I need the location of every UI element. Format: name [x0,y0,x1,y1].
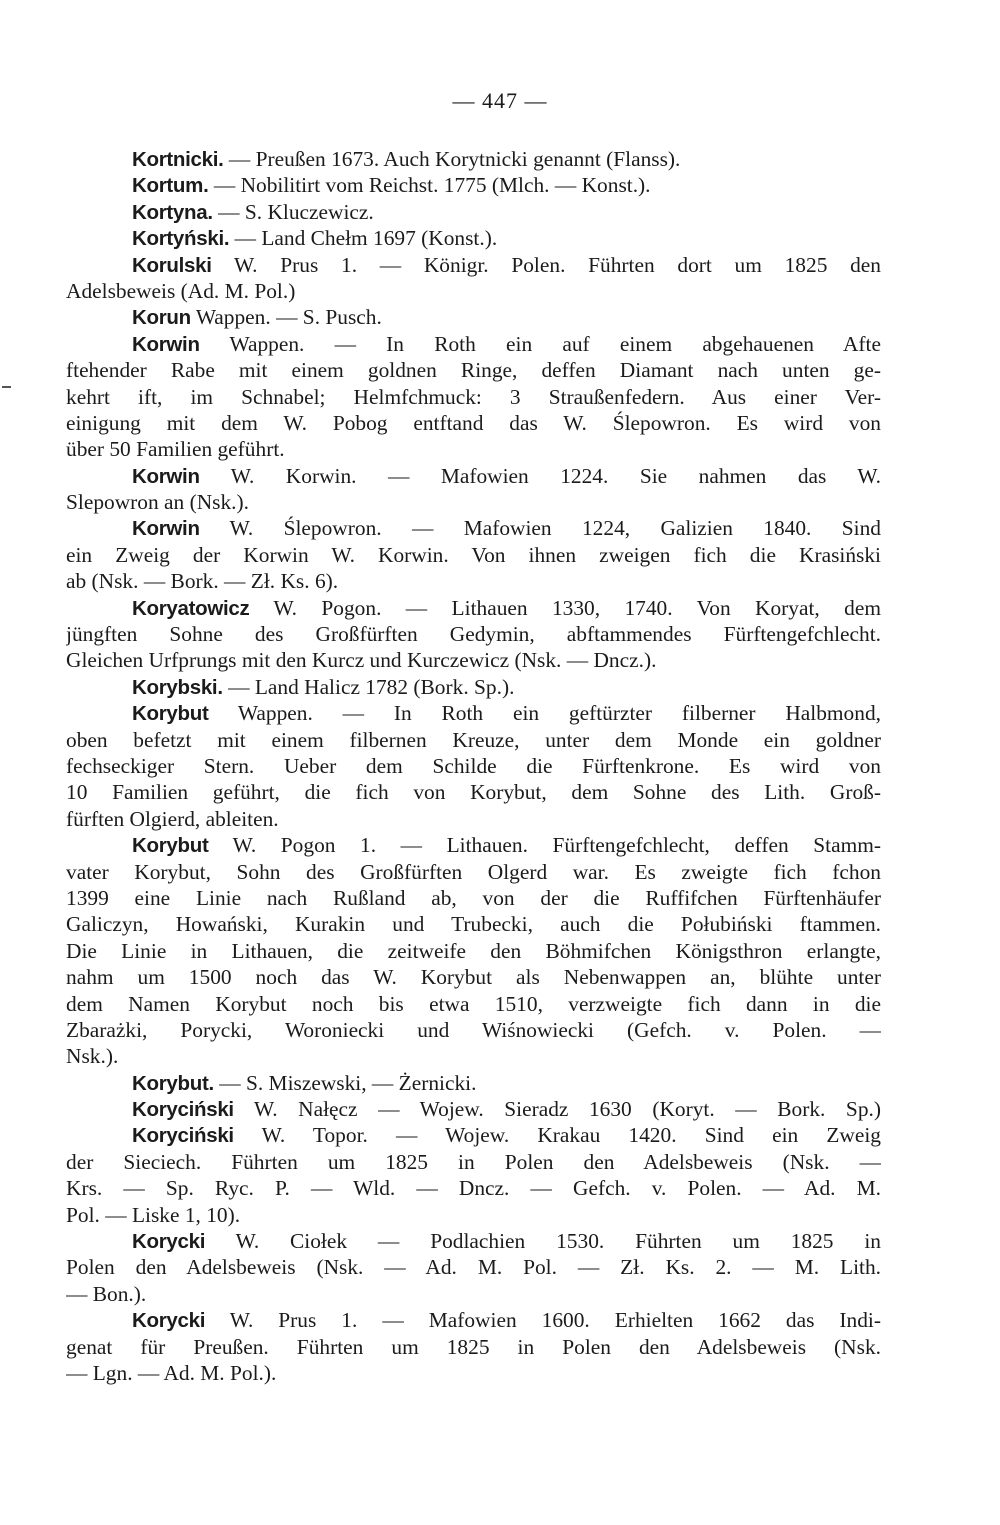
text-line [66,832,881,858]
entry-text: ein Zweig der Korwin W. Korwin. Von ihnen zweigen fich die Krasiński [66,542,881,567]
entry-headword: Korycki [132,1309,206,1333]
entry-headword: Korybut [132,702,209,726]
text-line [66,515,881,541]
text-line [66,1254,881,1280]
entry-headword: Korybut. [132,1071,214,1095]
text-line [66,1360,881,1386]
text-line [66,1202,881,1228]
entry-text: Gleichen Urfprungs mit den Kurcz und Kurczewicz (Nsk. — Dncz.). [66,648,657,673]
entry-text: 10 Familien geführt, die fich von Korybut, dem Sohne des Lith. Groß- [66,780,881,805]
text-line [66,1307,881,1333]
entry-text: der Sieciech. Führten um 1825 in Polen den Adelsbeweis (Nsk. — [66,1149,881,1174]
entry-text: einigung mit dem W. Pobog entftand das W. Ślepowron. Es wird von [66,410,881,435]
text-line [66,621,881,647]
entry-headword: Korybski. [132,675,223,699]
text-line [66,568,881,594]
entry-headword: Korwin [132,464,200,488]
text-line [66,278,881,304]
text-line [66,806,881,832]
entry-text: Zbarażki, Porycki, Woroniecki und Wiśnowiecki (Gefch. v. Polen. — [66,1017,881,1042]
entry-text: W. Pogon. — Lithauen 1330, 1740. Von Koryat, dem [249,595,881,620]
text-line [66,1122,881,1148]
text-line [66,991,881,1017]
entry-headword: Kortnicki. [132,148,224,171]
text-line [66,436,881,462]
entry-text: W. Ślepowron. — Mafowien 1224, Galizien 1840. Sind [199,516,881,541]
text-line [66,1017,881,1043]
text-line [66,410,881,436]
text-line [66,304,881,330]
entry-headword: Kortum. [132,174,209,198]
entry-text: W. Pogon 1. — Lithauen. Fürftengefchlecht, deffen Stamm- [208,833,881,858]
entry-text: Die Linie in Lithauen, die zeitweife den Böhmifchen Königsthron erlangte, [66,938,881,963]
entry-headword: Korwin [132,332,200,356]
entry-text: genat für Preußen. Führten um 1825 in Polen den Adelsbeweis (Nsk. [66,1334,881,1359]
entry-text: nahm um 1500 noch das W. Korybut als Nebenwappen an, blühte unter [66,965,881,990]
page-number: — 447 — [452,88,548,113]
entry-text: Adelsbeweis (Ad. M. Pol.) [66,278,296,303]
entry-text: W. Topor. — Wojew. Krakau 1420. Sind ein Zweig [233,1123,881,1148]
text-line [66,753,881,779]
entry-text: vater Korybut, Sohn des Großfürften Olgerd war. Es zweigte fich fchon [66,859,881,884]
entry-text: — Bon.). [66,1281,147,1306]
entry-text: W. Nałęcz — Wojew. Sieradz 1630 (Koryt. — Bork. Sp.) [233,1097,881,1122]
text-line [66,199,881,225]
entry-text: W. Ciołek — Podlachien 1530. Führten um 1825 in [205,1229,881,1254]
text-line [66,1070,881,1096]
text-line [66,1043,881,1069]
text-line [66,357,881,383]
entry-text: — Preußen 1673. Auch Korytnicki genannt (Flanss). [223,147,681,171]
text-line [66,1228,881,1254]
entry-text: jüngften Sohne des Großfürften Gedymin, abftammendes Fürftengefchlecht. [66,622,881,647]
text-line [66,331,881,357]
entry-text: — S. Kluczewicz. [212,199,374,224]
entry-headword: Korwin [132,517,200,541]
text-line [66,885,881,911]
entry-headword: Korun [132,306,191,330]
margin-mark [2,386,11,388]
text-line [66,225,881,251]
text-line [66,1149,881,1175]
text-line [66,1175,881,1201]
entry-text: — Land Chełm 1697 (Konst.). [229,226,498,251]
entry-text: — Land Halicz 1782 (Bork. Sp.). [222,674,515,699]
entry-text: W. Prus 1. — Königr. Polen. Führten dort um 1825 den [211,252,881,277]
entry-text: — Lgn. — Ad. M. Pol.). [66,1360,277,1385]
entry-text: fürften Olgierd, ableiten. [66,806,279,831]
entry-text: ftehender Rabe mit einem goldnen Ringe, deffen Diamant nach unten ge- [66,358,881,383]
entry-headword: Koryciński [132,1098,234,1122]
text-line [66,595,881,621]
entry-text: dem Namen Korybut noch bis etwa 1510, verzweigte fich dann in die [66,991,881,1016]
text-line [66,1281,881,1307]
entry-text: Wappen. — In Roth ein geftürzter filberner Halbmond, [208,701,881,726]
entry-text: 1399 eine Linie nach Rußland ab, von der die Ruffifchen Fürftenhäufer [66,885,881,910]
text-line [66,674,881,700]
entry-text: Nsk.). [66,1044,119,1069]
text-line [66,859,881,885]
entry-text: kehrt ift, im Schnabel; Helmfchmuck: 3 Straußenfedern. Aus einer Ver- [66,384,881,409]
text-line [66,146,881,172]
entry-text: Wappen. — In Roth ein auf einem abgehauenen Afte [199,331,881,356]
text-line [66,647,881,673]
text-line [66,172,881,198]
entry-headword: Kortyński. [132,227,230,251]
entry-headword: Korulski [132,253,212,277]
entry-text: — Nobilitirt vom Reichst. 1775 (Mlch. — Konst.). [208,173,651,198]
entry-text: Galiczyn, Howański, Kurakin und Trubecki, auch die Połubiński ftammen. [66,912,881,937]
entry-text: Slepowron an (Nsk.). [66,490,249,515]
text-line [66,700,881,726]
entry-text: W. Korwin. — Mafowien 1224. Sie nahmen das W. [199,463,881,488]
text-line [66,463,881,489]
entry-headword: Kortyna. [132,200,213,224]
entry-text: oben befetzt mit einem filbernen Kreuze, unter dem Monde ein goldner [66,727,881,752]
text-line [66,384,881,410]
entry-headword: Koryciński [132,1124,234,1148]
entry-text: — S. Miszewski, — Żernicki. [213,1070,477,1095]
entry-text: W. Prus 1. — Mafowien 1600. Erhielten 1662 das Indi- [205,1308,881,1333]
entry-text: Krs. — Sp. Ryc. P. — Wld. — Dncz. — Gefch. v. Polen. — Ad. M. [66,1176,881,1201]
entry-text: über 50 Familien geführt. [66,437,285,462]
entry-text: ab (Nsk. — Bork. — Zł. Ks. 6). [66,569,339,594]
text-line [66,911,881,937]
entry-text-block [66,146,881,1386]
entry-text: Wappen. — S. Pusch. [190,305,382,330]
text-line [66,938,881,964]
entry-headword: Korybut [132,834,209,858]
entry-headword: Koryatowicz [132,596,250,620]
text-line [66,779,881,805]
text-line [66,1334,881,1360]
entry-text: Pol. — Liske 1, 10). [66,1202,241,1227]
text-line [66,964,881,990]
entry-text: fechseckiger Stern. Ueber dem Schilde die Fürftenkrone. Es wird von [66,753,881,778]
text-line [66,727,881,753]
text-line [66,489,881,515]
text-line [66,1096,881,1122]
entry-headword: Korycki [132,1230,206,1254]
entry-text: Polen den Adelsbeweis (Nsk. — Ad. M. Pol. — Zł. Ks. 2. — M. Lith. [66,1255,881,1280]
text-line [66,252,881,278]
text-line [66,542,881,568]
